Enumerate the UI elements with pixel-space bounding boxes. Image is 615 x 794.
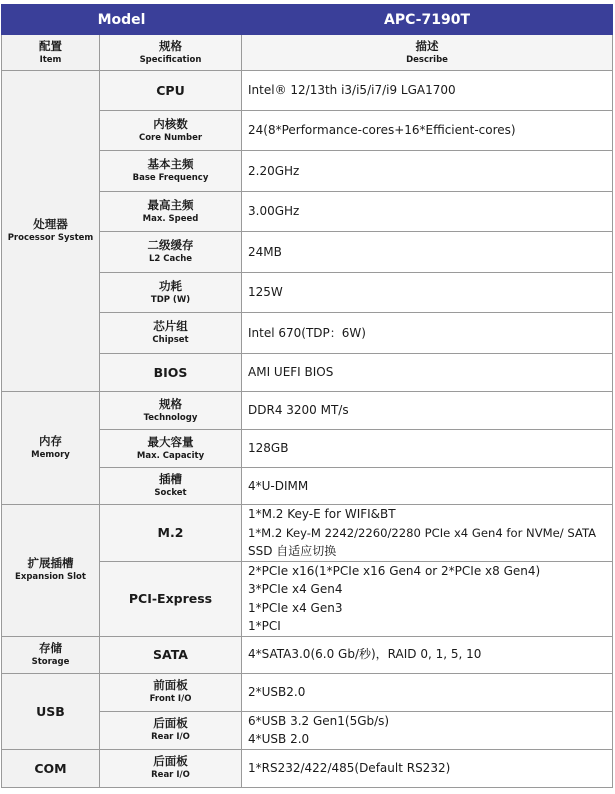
config-zh: 配置 <box>39 38 62 53</box>
value-sata: 4*SATA3.0(6.0 Gb/秒)，RAID 0, 1, 5, 10 <box>242 636 613 673</box>
rear-zh: 后面板 <box>153 716 188 730</box>
socket-zh: 插槽 <box>159 472 182 486</box>
column-header-row <box>2 35 613 71</box>
value-com: 1*RS232/422/485(Default RS232) <box>242 749 613 787</box>
rear-line-2: 4*USB 2.0 <box>248 732 310 746</box>
base-en: Base Frequency <box>132 173 209 183</box>
storage-group <box>2 636 100 673</box>
tdp-en: TDP (W) <box>150 294 191 305</box>
max-en: Max. Speed <box>142 213 199 224</box>
spec-max-speed <box>100 192 242 232</box>
expansion-group <box>2 505 100 637</box>
table-row <box>2 673 613 711</box>
core-en: Core Number <box>138 132 203 143</box>
table-row <box>2 749 613 787</box>
desc-en: Describe <box>406 54 448 65</box>
pcie-line-1: 2*PCIe x16(1*PCIe x16 Gen4 or 2*PCIe x8 Gen4) <box>248 563 541 578</box>
value-core-number: 24(8*Performance-cores+16*Efficient-cores) <box>242 111 613 151</box>
l2-en: L2 Cache <box>148 254 193 264</box>
value-chipset: Intel 670(TDP：6W) <box>242 313 613 354</box>
value-pci-express <box>242 561 613 636</box>
value-front-io: 2*USB2.0 <box>242 673 613 711</box>
usb-label: USB <box>36 703 65 719</box>
table-row <box>2 636 613 673</box>
processor-en: Processor System <box>7 233 94 243</box>
m2-label: M.2 <box>157 525 184 541</box>
front-en: Front I/O <box>149 694 192 704</box>
expansion-zh: 扩展插槽 <box>27 556 74 571</box>
value-tdp: 125W <box>242 273 613 313</box>
spec-cpu <box>100 71 242 111</box>
value-max-speed: 3.00GHz <box>242 192 613 232</box>
column-spec <box>100 35 242 71</box>
tech-zh: 规格 <box>159 396 182 411</box>
storage-en: Storage <box>31 656 70 667</box>
spec-base-frequency <box>100 151 242 192</box>
spec-rear-io <box>100 711 242 749</box>
pcie-line-2: 3*PCIe x4 Gen4 <box>248 582 343 596</box>
spec-l2-cache <box>100 232 242 273</box>
spec-core-number <box>100 111 242 151</box>
memory-en: Memory <box>31 450 70 460</box>
core-zh: 内核数 <box>153 116 188 131</box>
table-row <box>2 505 613 562</box>
sata-label: SATA <box>153 647 188 662</box>
pcie-label: PCI-Express <box>128 591 213 606</box>
model-value: APC-7190T <box>242 5 613 35</box>
spec-max-capacity <box>100 430 242 468</box>
pcie-line-4: 1*PCI <box>248 619 281 633</box>
model-label: Model <box>2 5 242 35</box>
tech-en: Technology <box>143 412 198 423</box>
m2-line-1: 1*M.2 Key-E for WIFI&BT <box>248 507 396 521</box>
spec-chipset <box>100 313 242 354</box>
storage-zh: 存储 <box>39 640 62 655</box>
rear-line-1: 6*USB 3.2 Gen1(5Gb/s) <box>248 713 390 728</box>
column-desc <box>242 35 613 71</box>
processor-zh: 处理器 <box>33 217 68 231</box>
max-zh: 最高主频 <box>147 197 194 212</box>
expansion-en: Expansion Slot <box>15 572 86 583</box>
spec-pci-express <box>100 561 242 636</box>
spec-socket <box>100 468 242 505</box>
m2-line-3: SSD 自适应切换 <box>248 544 337 558</box>
base-zh: 基本主频 <box>147 157 194 171</box>
memory-group <box>2 392 100 505</box>
pcie-line-3: 1*PCIe x4 Gen3 <box>248 600 343 615</box>
spec-m2 <box>100 505 242 562</box>
value-base-frequency: 2.20GHz <box>242 151 613 192</box>
value-max-capacity: 128GB <box>242 430 613 468</box>
value-socket: 4*U-DIMM <box>242 468 613 505</box>
spec-com-rear <box>100 749 242 787</box>
spec-table <box>1 4 613 788</box>
l2-zh: 二级缓存 <box>147 238 194 252</box>
value-technology: DDR4 3200 MT/s <box>242 392 613 430</box>
processor-group <box>2 71 100 392</box>
m2-line-2: 1*M.2 Key-M 2242/2260/2280 PCIe x4 Gen4 for NVMe/ SATA <box>248 525 597 540</box>
header-row <box>2 5 613 35</box>
table-row <box>2 392 613 430</box>
rear-en: Rear I/O <box>151 732 190 742</box>
com-label: COM <box>34 760 67 776</box>
value-bios: AMI UEFI BIOS <box>242 354 613 392</box>
bios-label: BIOS <box>153 365 188 380</box>
desc-zh: 描述 <box>415 38 439 53</box>
spec-bios <box>100 354 242 392</box>
chipset-en: Chipset <box>152 335 189 345</box>
value-rear-io <box>242 711 613 749</box>
spec-front-io <box>100 673 242 711</box>
column-config <box>2 35 100 71</box>
value-l2-cache: 24MB <box>242 232 613 273</box>
tdp-zh: 功耗 <box>159 278 182 293</box>
cap-en: Max. Capacity <box>136 450 205 461</box>
config-en: Item <box>39 54 62 65</box>
com-group <box>2 749 100 787</box>
memory-zh: 内存 <box>39 434 62 448</box>
chipset-zh: 芯片组 <box>153 319 188 333</box>
spec-zh: 规格 <box>159 38 182 53</box>
front-zh: 前面板 <box>153 678 188 692</box>
spec-en: Specification <box>139 54 202 65</box>
spec-sata <box>100 636 242 673</box>
cpu-label: CPU <box>156 83 185 98</box>
spec-technology <box>100 392 242 430</box>
usb-group <box>2 673 100 749</box>
value-m2 <box>242 505 613 562</box>
com-en: Rear I/O <box>151 770 190 780</box>
socket-en: Socket <box>154 488 187 498</box>
table-row <box>2 71 613 111</box>
value-cpu: Intel® 12/13th i3/i5/i7/i9 LGA1700 <box>242 71 613 111</box>
spec-tdp <box>100 273 242 313</box>
com-zh: 后面板 <box>153 754 188 768</box>
cap-zh: 最大容量 <box>147 434 194 449</box>
